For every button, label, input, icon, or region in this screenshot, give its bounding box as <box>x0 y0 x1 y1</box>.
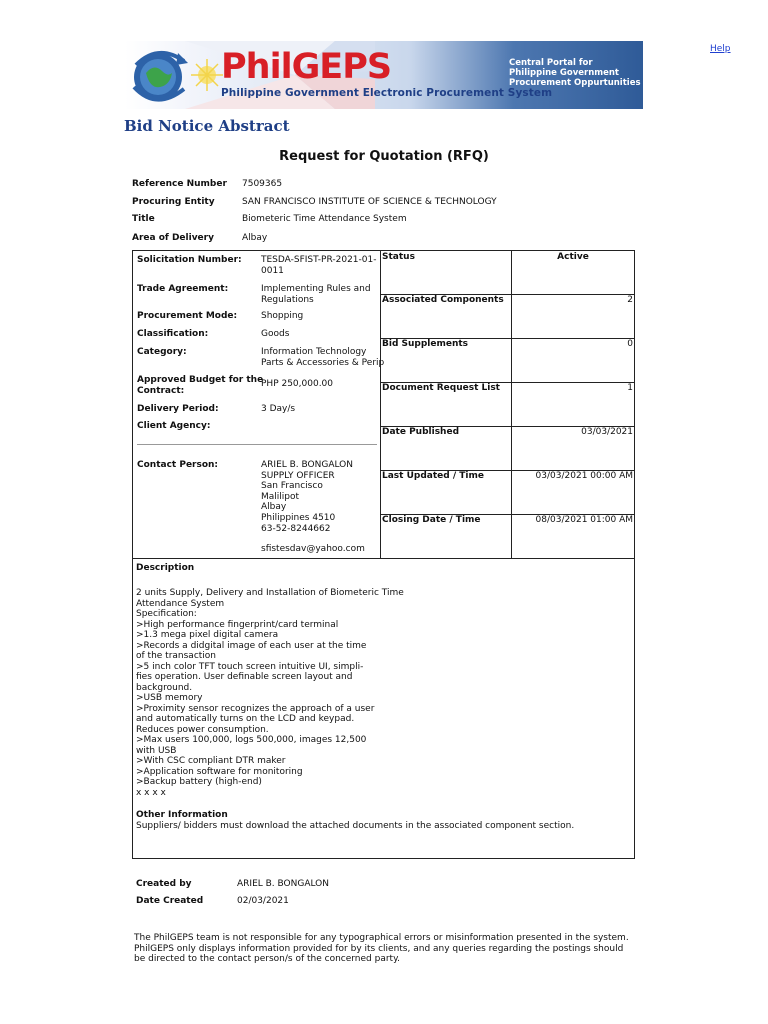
summary-label: Procuring Entity <box>132 197 215 207</box>
reference-number: 7509365 <box>242 179 283 189</box>
date-created-label: Date Created <box>136 896 204 906</box>
associated-components-count[interactable]: 2 <box>627 295 633 305</box>
last-updated: 03/03/2021 00:00 AM <box>535 471 633 481</box>
bid-supplements-label: Bid Supplements <box>382 339 469 349</box>
contact-person-label: Contact Person: <box>137 460 219 470</box>
other-info-body: Suppliers/ bidders must download the attached documents in the associated component section. <box>136 821 575 831</box>
category-label: Category: <box>137 347 187 357</box>
classification-label: Classification: <box>137 329 209 339</box>
area-of-delivery: Albay <box>242 233 268 243</box>
disclaimer: The PhilGEPS team is not responsible for any typographical errors or misinformation presented in the system. PhilGEPS only displays information provided for by its clients, and any queries regarding the postings should be directed to the contact person/s of the concerned party. <box>134 933 629 964</box>
summary-label: Area of Delivery <box>132 233 214 243</box>
notice-type-title: Request for Quotation (RFQ) <box>279 149 489 164</box>
procurement-mode-label: Procurement Mode: <box>137 311 238 321</box>
created-by: ARIEL B. BONGALON <box>237 879 329 889</box>
date-created: 02/03/2021 <box>237 896 289 906</box>
associated-components-label: Associated Components <box>382 295 504 305</box>
portal-tagline: Central Portal for Philippine Government Procurement Oppurtunities <box>509 58 641 88</box>
procurement-mode: Shopping <box>261 311 304 321</box>
classification: Goods <box>261 329 290 339</box>
solicitation-number: TESDA-SFIST-PR-2021-01- 0011 <box>261 255 377 276</box>
contact-email: sfistesdav@yahoo.com <box>261 544 365 554</box>
trade-agreement: Implementing Rules and Regulations <box>261 284 371 305</box>
description-body: 2 units Supply, Delivery and Installation of Biometeric Time Attendance System Specification: >High performance fingerprint/card terminal >1.3 mega pixel digital camera >Records a didgital image of each user at the time of the transaction >5 inch color TFT touch screen intuitive UI, simpli- fies operation. User definable screen layout and background. >USB memory >Proximity sensor recognizes the approach of a user and automatically turns on the LCD and keypad. Reduces power consumption. >Max users 100,000, logs 500,000, images 12,500 with USB >With CSC compliant DTR maker >Application software for monitoring >Backup battery (high-end) x x x x <box>136 588 404 798</box>
closing-date: 08/03/2021 01:00 AM <box>535 515 633 525</box>
last-updated-label: Last Updated / Time <box>382 471 484 481</box>
document-request-label: Document Request List <box>382 383 500 393</box>
description-heading: Description <box>136 563 195 573</box>
approved-budget: PHP 250,000.00 <box>261 379 334 389</box>
summary-label: Title <box>132 214 155 224</box>
procuring-entity: SAN FRANCISCO INSTITUTE OF SCIENCE & TECHNOLOGY <box>242 197 497 207</box>
notice-title: Biometeric Time Attendance System <box>242 214 407 224</box>
delivery-period: 3 Day/s <box>261 404 296 414</box>
trade-agreement-label: Trade Agreement: <box>137 284 229 294</box>
help-link[interactable]: Help <box>710 44 731 54</box>
logo-subtitle: Philippine Government Electronic Procurement System <box>221 87 553 99</box>
philgeps-banner <box>125 41 643 109</box>
contact-person: ARIEL B. BONGALON SUPPLY OFFICER San Francisco Malilipot Albay Philippines 4510 63-52-8244662 <box>261 460 353 534</box>
delivery-period-label: Delivery Period: <box>137 404 219 414</box>
document-request-count[interactable]: 1 <box>627 383 633 393</box>
economy-expansion-globe-icon <box>126 43 190 107</box>
closing-date-label: Closing Date / Time <box>382 515 481 525</box>
created-by-label: Created by <box>136 879 192 889</box>
solicitation-label: Solicitation Number: <box>137 255 242 265</box>
category: Information Technology Parts & Accessories & Perip <box>261 347 385 368</box>
page-title: Bid Notice Abstract <box>124 117 290 135</box>
date-published-label: Date Published <box>382 427 460 437</box>
other-info-heading: Other Information <box>136 810 228 820</box>
status-label: Status <box>382 252 415 262</box>
date-published: 03/03/2021 <box>581 427 633 437</box>
budget-label: Approved Budget for the Contract: <box>137 375 264 396</box>
bid-supplements-count[interactable]: 0 <box>627 339 633 349</box>
summary-label: Reference Number <box>132 179 227 189</box>
status-badge: Active <box>557 252 589 262</box>
philgeps-logo-text: PhilGEPS <box>221 47 392 87</box>
client-agency-label: Client Agency: <box>137 421 211 431</box>
